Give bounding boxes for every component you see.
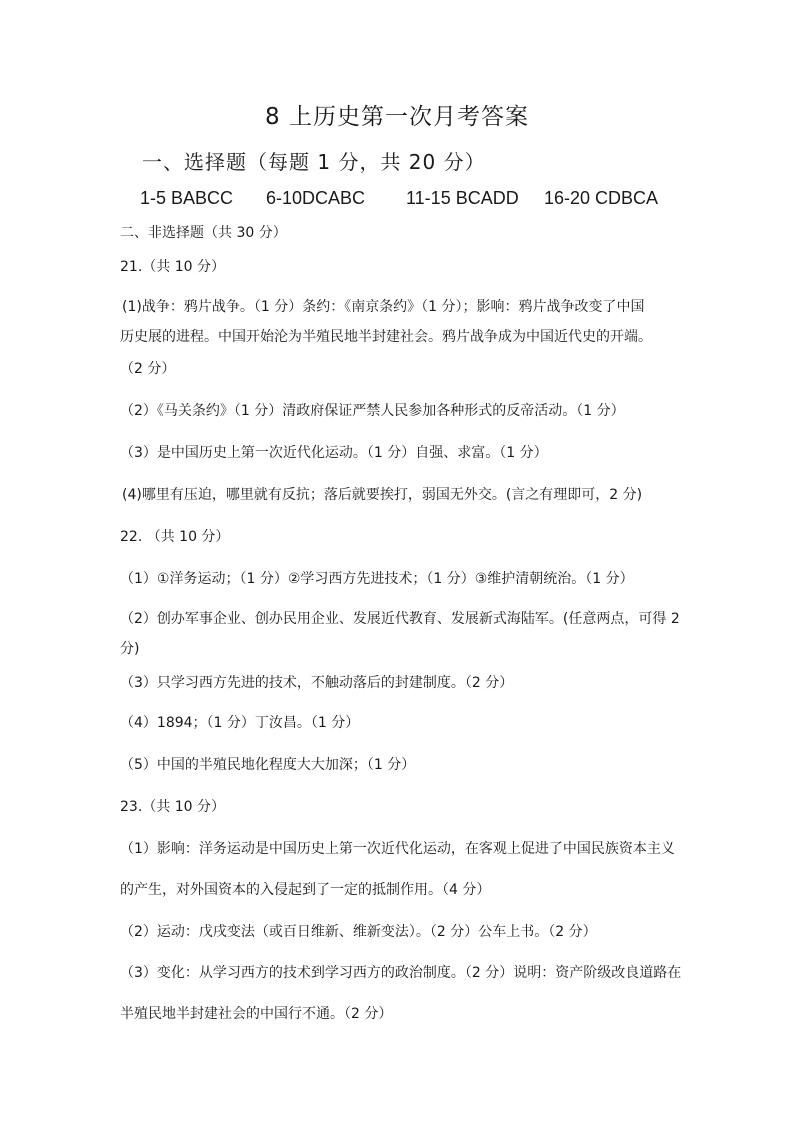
q23-header: 23.（共 10 分）	[120, 799, 225, 815]
answer-group-6-10: 6-10DCABC	[266, 188, 366, 208]
q21-header: 21.（共 10 分）	[120, 259, 225, 275]
q22-part2-line1: （2）创办军事企业、创办民用企业、发展近代教育、发展新式海陆军。(任意两点，可得 2	[120, 611, 680, 627]
q21-part4: (4)哪里有压迫，哪里就有反抗；落后就要挨打，弱国无外交。(言之有理即可，2 分)	[122, 487, 643, 503]
q21-part2: （2）《马关条约》（1 分）清政府保证严禁人民参加各种形式的反帝活动。（1 分）	[120, 403, 625, 419]
q22-part2-line2: 分)	[120, 641, 140, 657]
q23-part3-line2: 半殖民地半封建社会的中国行不通。（2 分）	[120, 1006, 393, 1022]
page-title: 8 上历史第一次月考答案	[265, 104, 529, 130]
section-one-heading: 一、选择题（每题 1 分，共 20 分）	[142, 150, 486, 174]
q23-part3-line1: （3）变化：从学习西方的技术到学习西方的政治制度。（2 分）说明：资产阶级改良道路在	[120, 965, 682, 981]
q23-part2: （2）运动：戊戌变法（或百日维新、维新变法）。（2 分）公车上书。（2 分）	[120, 924, 597, 940]
q23-part1-line1: （1）影响：洋务运动是中国历史上第一次近代化运动，在客观上促进了中国民族资本主义	[120, 841, 675, 857]
q22-part3: （3）只学习西方先进的技术，不触动落后的封建制度。（2 分）	[120, 675, 514, 691]
answer-group-11-15: 11-15 BCADD	[406, 188, 519, 208]
q22-part5: （5）中国的半殖民地化程度大大加深；（1 分）	[120, 757, 416, 773]
answer-group-16-20: 16-20 CDBCA	[544, 188, 659, 208]
q21-part1-line2: 历史展的进程。中国开始沦为半殖民地半封建社会。鸦片战争成为中国近代史的开端。	[120, 329, 652, 345]
q22-part1: （1）①洋务运动；（1 分）②学习西方先进技术；（1 分）③维护清朝统治。（1 分）	[120, 571, 634, 587]
q21-part1-line1: (1)战争：鸦片战争。（1 分）条约：《南京条约》（1 分）；影响：鸦片战争改变了中国	[122, 299, 645, 315]
q23-part1-line2: 的产生，对外国资本的入侵起到了一定的抵制作用。（4 分）	[120, 882, 491, 898]
q21-part3: （3）是中国历史上第一次近代化运动。（1 分）自强、求富。（1 分）	[120, 445, 548, 461]
answer-group-1-5: 1-5 BABCC	[140, 188, 234, 208]
q22-part4: （4）1894；（1 分）丁汝昌。（1 分）	[120, 715, 360, 731]
q21-part1-line3: （2 分）	[120, 361, 176, 377]
q22-header: 22. （共 10 分）	[120, 529, 230, 545]
section-two-heading: 二、非选择题（共 30 分）	[120, 225, 287, 241]
